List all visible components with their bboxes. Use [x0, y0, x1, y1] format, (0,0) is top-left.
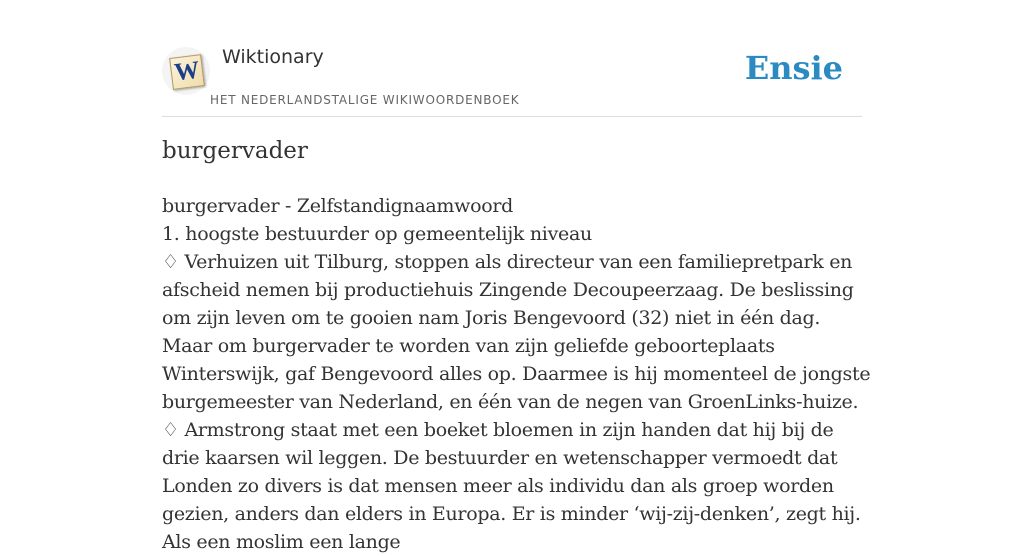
wiktionary-logo-icon: W [169, 54, 205, 90]
site-name[interactable]: Wiktionary [222, 46, 324, 68]
headword-line: burgervader - Zelfstandignaamwoord [162, 195, 514, 217]
entry-content [162, 192, 872, 556]
definition: 1. hoogste bestuurder op gemeentelijk niveau [162, 223, 592, 245]
site-tagline: HET NEDERLANDSTALIGE WIKIWOORDENBOEK [210, 93, 520, 107]
wiktionary-logo[interactable] [162, 47, 210, 95]
ensie-brand-link[interactable]: Ensie [744, 49, 843, 87]
example-sentence: ♢ Armstrong staat met een boeket bloemen in zijn handen dat hij bij de drie kaarsen wil leggen. De bestuurder en wetenschapper vermoedt dat Londen zo divers is dat mensen meer als individu dan als groep worden gezien, anders dan elders in Europa. Er is minder ‘wij-zij-denken’, zegt hij. Als een moslim een lange [162, 419, 861, 553]
page-title: burgervader [162, 138, 308, 164]
site-header [162, 40, 862, 117]
example-sentence: ♢ Verhuizen uit Tilburg, stoppen als directeur van een familiepretpark en afscheid nemen bij productiehuis Zingende Decoupeerzaag. De beslissing om zijn leven om te gooien nam Joris Bengevoord (32) niet in één dag. Maar om burgervader te worden van zijn geliefde geboorteplaats Winterswijk, gaf Bengevoord alles op. Daarmee is hij momenteel de jongste burgemeester van Nederland, en één van de negen van GroenLinks-huize. [162, 251, 871, 413]
